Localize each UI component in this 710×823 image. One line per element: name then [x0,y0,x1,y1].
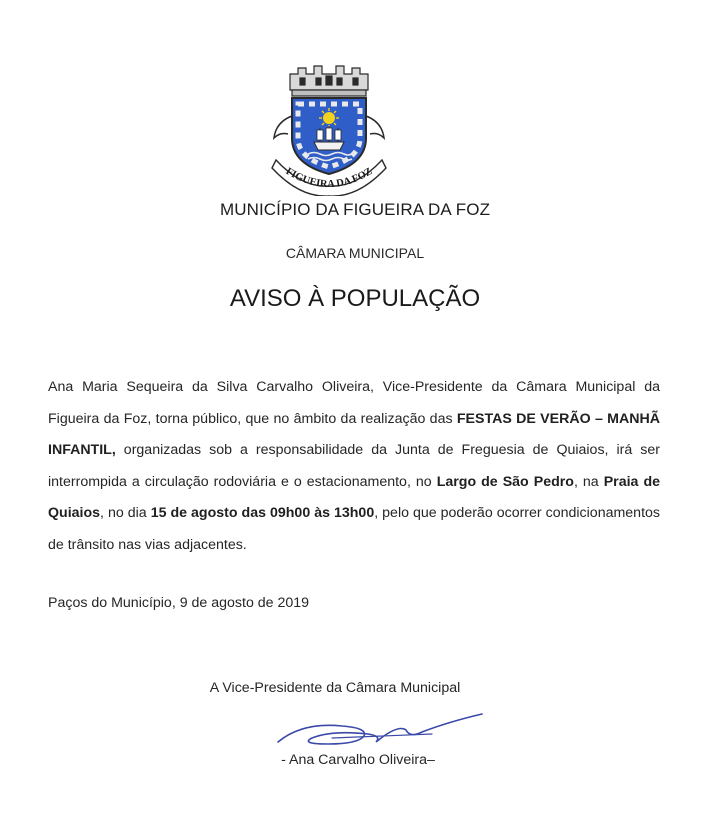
body-closing: , pelo que poderão ocorrer condicionamentos de trânsito nas vias adjacentes. [48,505,661,553]
event-name: FESTAS DE VERÃO – MANHÃ INFANTIL, [48,410,660,459]
municipality-title: MUNICÍPIO DA FIGUEIRA DA FOZ [219,200,491,219]
council-subtitle: CÂMARA MUNICIPAL [285,245,425,261]
mural-crown-icon [290,66,368,96]
place-and-date: Paços do Município, 9 de agosto de 2019 [48,595,310,611]
location-praia: Praia de Quiaios [48,473,660,522]
shield-icon [292,98,366,174]
handwritten-signature [272,708,484,752]
event-datetime: 15 de agosto das 09h00 às 13h00 [150,505,375,522]
crest-motto: FIGUEIRA DA FOZ [283,166,375,191]
right-mantle-icon [366,116,384,138]
body-intro: Ana Maria Sequeira da Silva Carvalho Oliveira, Vice-Presidente da Câmara Municipal da Figueira da Foz, torna público, que no âmbito da realização das [48,379,660,427]
signatory-role: A Vice-Presidente da Câmara Municipal [209,680,461,696]
body-connector-2: , no dia [100,505,151,522]
left-mantle-icon [274,116,292,138]
signer-name: - Ana Carvalho Oliveira– [281,752,435,768]
coat-of-arms-logo [262,56,396,196]
location-largo: Largo de São Pedro [436,473,574,490]
body-connector-1: , na [573,473,604,490]
notice-body [48,372,660,562]
body-organization: organizadas sob a responsabilidade da Junta de Freguesia de Quiaios, irá ser interrompida a circulação rodoviária e o estacionamento, no [48,442,660,490]
notice-title: AVISO À POPULAÇÃO [229,285,481,312]
